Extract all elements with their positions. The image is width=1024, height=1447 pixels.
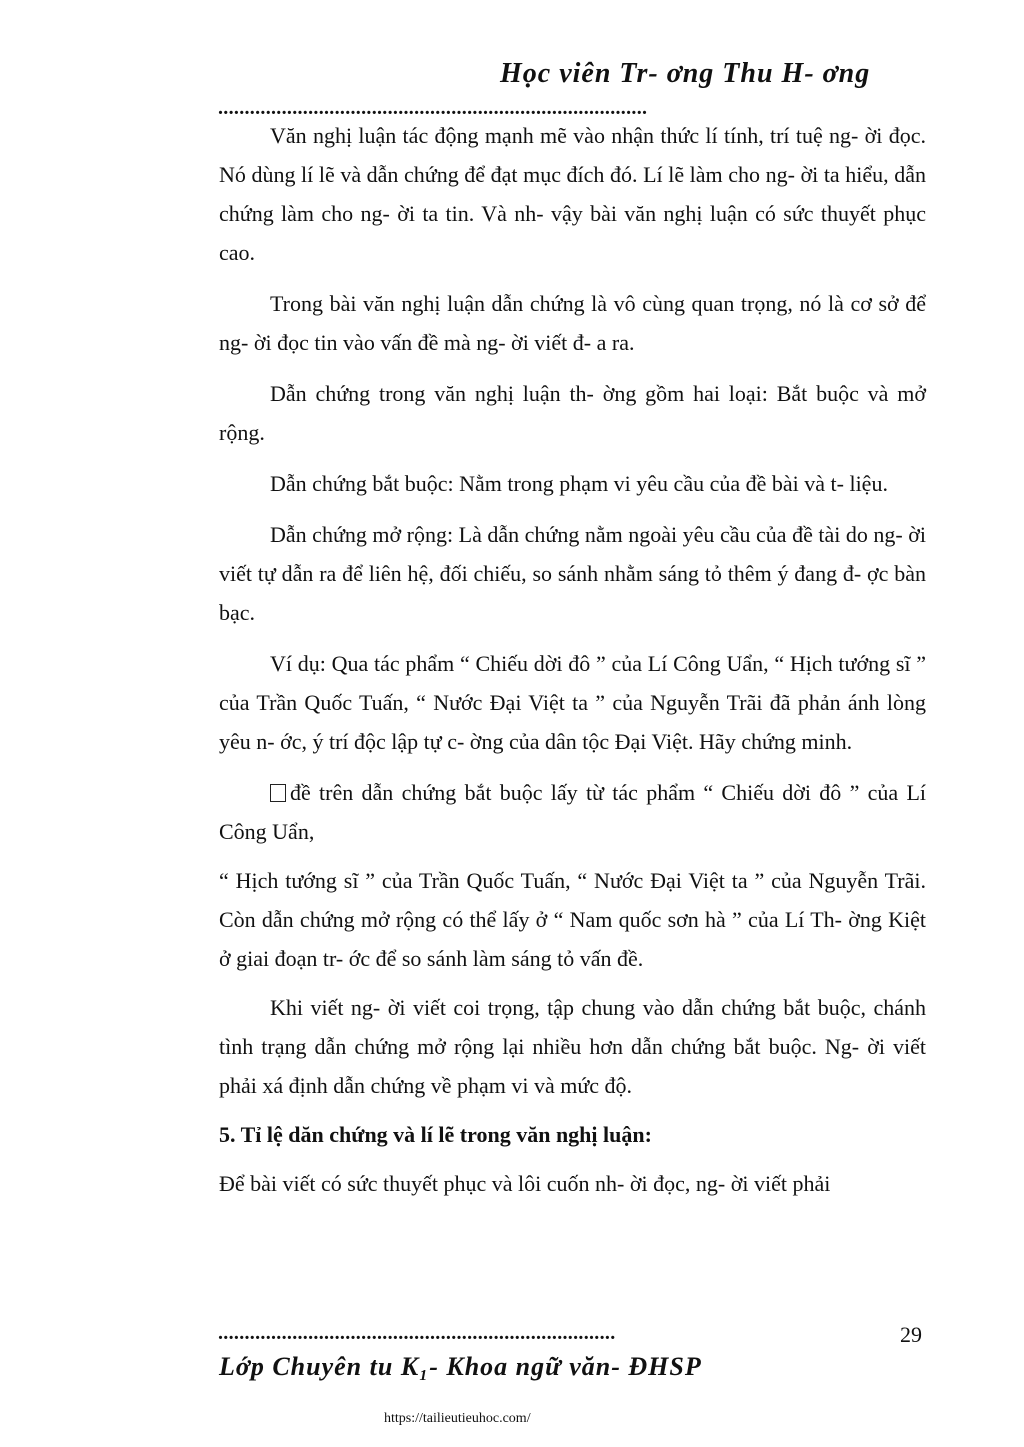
paragraph: Văn nghị luận tác động mạnh mẽ vào nhận thức lí tính, trí tuệ ng- ời đọc. Nó dùng lí lẽ và dẫn chứng để đạt mục đích đó. Lí lẽ làm cho ng- ời ta hiểu, dẫn chứng làm cho ng- ời ta tin. Và nh- vậy bài văn nghị luận có sức thuyết phục cao. bbox=[219, 123, 926, 265]
header-dotted-rule: ................................................................................. bbox=[218, 98, 648, 118]
footer-dotted-rule: ........................................................................... bbox=[218, 1323, 616, 1343]
paragraph: Dẫn chứng trong văn nghị luận th- ờng gồm hai loại: Bắt buộc và mở rộng. bbox=[219, 381, 926, 445]
paragraph: Khi viết ng- ời viết coi trọng, tập chung vào dẫn chứng bắt buộc, chánh tình trạng dẫn chứng mở rộng lại nhiều hơn dẫn chứng bắt buộc. Ng- ời viết phải xá định dẫn chứng về phạm vi và mức độ. bbox=[219, 995, 926, 1098]
paragraph: Ví dụ: Qua tác phẩm “ Chiếu dời đô ” của Lí Công Uẩn, “ Hịch tướng sĩ ” của Trần Quốc Tuấn, “ Nước Đại Việt ta ” của Nguyễn Trãi đã phản ánh lòng yêu n- ớc, ý trí độc lập tự c- ờng của dân tộc Đại Việt. Hãy chứng minh. bbox=[219, 651, 926, 754]
missing-glyph-box-icon bbox=[270, 784, 286, 802]
paragraph: Để bài viết có sức thuyết phục và lôi cuốn nh- ời đọc, ng- ời viết phải bbox=[219, 1171, 831, 1196]
header-title: Học viên Tr- ơng Thu H- ơng bbox=[500, 58, 871, 89]
paragraph: Dẫn chứng bắt buộc: Nằm trong phạm vi yêu cầu của đề bài và t- liệu. bbox=[270, 471, 888, 496]
source-url[interactable]: https://tailieutieuhoc.com/ bbox=[384, 1411, 531, 1426]
page-content bbox=[219, 116, 926, 1203]
paragraph: “ Hịch tướng sĩ ” của Trần Quốc Tuấn, “ Nước Đại Việt ta ” của Nguyễn Trãi. Còn dẫn chứng mở rộng có thể lấy ở “ Nam quốc sơn hà ” của Lí Th- ờng Kiệt ở giai đoạn tr- ớc để so sánh làm sáng tỏ vấn đề. bbox=[219, 868, 926, 971]
footer-title: Lớp Chuyên tu K₁- Khoa ngữ văn- ĐHSP bbox=[219, 1352, 702, 1381]
paragraph: Dẫn chứng mở rộng: Là dẫn chứng nằm ngoài yêu cầu của đề tài do ng- ời viết tự dẫn ra để liên hệ, đối chiếu, so sánh nhằm sáng tỏ thêm ý đang đ- ợc bàn bạc. bbox=[219, 522, 926, 625]
page-number: 29 bbox=[900, 1322, 922, 1347]
paragraph: Trong bài văn nghị luận dẫn chứng là vô cùng quan trọng, nó là cơ sở để ng- ời đọc tin vào vấn đề mà ng- ời viết đ- a ra. bbox=[219, 291, 926, 355]
paragraph-text: đề trên dẫn chứng bắt buộc lấy từ tác phẩm “ Chiếu dời đô ” của Lí Công Uẩn, bbox=[219, 780, 926, 844]
section-heading: 5. Tỉ lệ dăn chứng và lí lẽ trong văn nghị luận: bbox=[219, 1122, 652, 1147]
paragraph-with-symbol bbox=[219, 773, 926, 851]
